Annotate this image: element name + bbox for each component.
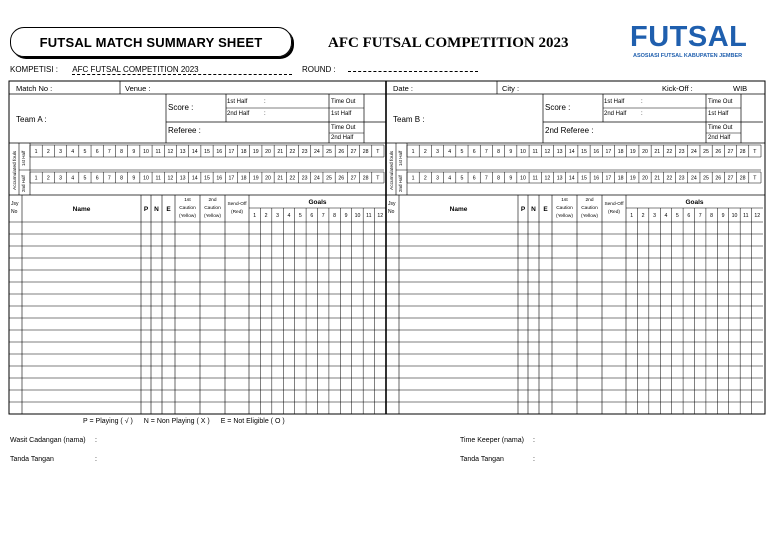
goal-number: 3 <box>276 213 279 219</box>
foul-number: 15 <box>204 175 210 182</box>
foul-number: 28 <box>362 149 369 156</box>
caution-header: 1st <box>184 198 191 203</box>
n-header: N <box>531 206 536 213</box>
signature-right-colon: : <box>533 456 535 463</box>
foul-number: 13 <box>179 149 186 156</box>
foul-number: 11 <box>155 175 161 182</box>
foul-number: 10 <box>520 175 526 182</box>
foul-number: 17 <box>605 175 612 182</box>
date-label: Date : <box>393 84 414 93</box>
team-a-label: Team A : <box>16 115 47 124</box>
form-text: : <box>641 111 643 117</box>
foul-number: 9 <box>509 175 513 182</box>
foul-number: 16 <box>216 149 223 156</box>
team-b-timeout-second-half: 2nd Half <box>708 135 731 141</box>
foul-number: 21 <box>277 149 284 156</box>
team-a-second-half: 2nd Half <box>227 111 250 117</box>
foul-number: 4 <box>71 149 75 156</box>
foul-number: 17 <box>228 149 235 156</box>
goals-header: Goals <box>308 199 327 206</box>
foul-number: 26 <box>715 149 722 156</box>
fouls-first-half-label: 1st Half <box>398 150 403 166</box>
team-b-timeout-first-half: 1st Half <box>708 111 729 117</box>
goal-number: 5 <box>298 213 302 219</box>
caution-header: 1st <box>561 198 568 203</box>
foul-number: 26 <box>338 149 345 156</box>
team-b-referee-label: 2nd Referee : <box>545 126 594 135</box>
foul-number: T <box>376 149 380 156</box>
foul-number: 8 <box>120 175 123 182</box>
foul-number: 19 <box>252 149 259 156</box>
goals-header: Goals <box>685 199 704 206</box>
foul-number: 24 <box>313 175 320 182</box>
goal-number: 7 <box>321 213 325 219</box>
foul-number: 28 <box>739 175 746 182</box>
city-label: City : <box>502 84 520 93</box>
foul-number: 6 <box>472 149 476 156</box>
form-text: : <box>264 99 266 105</box>
team-a-timeout-first-half: 1st Half <box>331 111 352 117</box>
goal-number: 4 <box>664 213 668 219</box>
goal-number: 1 <box>630 213 634 219</box>
goal-number: 4 <box>287 213 291 219</box>
fouls-first-half-label: 1st Half <box>21 150 26 166</box>
foul-number: 12 <box>544 149 551 156</box>
foul-number: 4 <box>71 175 75 182</box>
form-text: : <box>264 111 266 117</box>
foul-number: 10 <box>143 149 149 156</box>
foul-number: 27 <box>350 149 357 156</box>
team-a-referee-label: Referee : <box>168 126 201 135</box>
foul-number: 20 <box>265 149 271 156</box>
goal-number: 12 <box>377 213 384 219</box>
foul-number: T <box>753 175 757 182</box>
foul-number: 14 <box>191 175 198 182</box>
foul-number: 25 <box>326 175 332 182</box>
foul-number: 10 <box>520 149 526 156</box>
foul-number: 14 <box>568 149 575 156</box>
foul-number: 7 <box>484 149 488 156</box>
accumulated-fouls-label: Accumulated fouls <box>13 150 18 190</box>
n-header: N <box>154 206 159 213</box>
foul-number: 13 <box>556 149 563 156</box>
caution-header: Caution <box>556 206 573 211</box>
team-b-timeout-label: Time Out <box>708 99 733 105</box>
goal-number: 3 <box>653 213 656 219</box>
jersey-header: Jsy <box>11 201 19 207</box>
signature-left-colon: : <box>95 456 97 463</box>
team-a-timeout-label-2: Time Out <box>331 125 356 131</box>
timekeeper-colon: : <box>533 437 535 444</box>
goal-number: 10 <box>354 213 361 219</box>
foul-number: 8 <box>497 149 500 156</box>
foul-number: 15 <box>581 149 587 156</box>
foul-number: 4 <box>448 149 452 156</box>
foul-number: 25 <box>703 149 709 156</box>
foul-number: 6 <box>472 175 476 182</box>
goal-number: 11 <box>743 213 749 219</box>
foul-number: 1 <box>34 149 38 156</box>
goal-number: 8 <box>333 213 337 219</box>
caution-header: Caution <box>581 206 598 211</box>
team-b-score-label: Score : <box>545 103 571 112</box>
legend-not-eligible: E = Not Eligible ( O ) <box>220 418 285 425</box>
wasit-cadangan-label: Wasit Cadangan (nama) <box>10 437 86 444</box>
form-frame <box>9 81 765 414</box>
goal-number: 10 <box>731 213 738 219</box>
foul-number: 16 <box>216 175 223 182</box>
foul-number: 16 <box>593 175 600 182</box>
foul-number: 24 <box>690 149 697 156</box>
foul-number: T <box>376 175 380 182</box>
foul-number: 12 <box>167 149 174 156</box>
caution-header: (Yellow) <box>179 214 196 219</box>
send-off-header: Send-Off <box>227 202 247 207</box>
logo-subtitle: ASOSIASI FUTSAL KABUPATEN JEMBER <box>633 53 743 59</box>
wasit-colon: : <box>95 437 97 444</box>
e-header: E <box>543 206 548 213</box>
foul-number: 3 <box>436 149 439 156</box>
foul-number: 20 <box>642 149 648 156</box>
goal-number: 1 <box>253 213 257 219</box>
foul-number: 18 <box>617 175 624 182</box>
foul-number: 14 <box>568 175 575 182</box>
foul-number: 17 <box>605 149 612 156</box>
name-header: Name <box>449 206 468 213</box>
foul-number: 28 <box>362 175 369 182</box>
foul-number: 14 <box>191 149 198 156</box>
foul-number: 27 <box>350 175 357 182</box>
caution-header: Caution <box>204 206 221 211</box>
foul-number: 23 <box>678 149 685 156</box>
foul-number: 1 <box>411 149 415 156</box>
p-header: P <box>520 206 526 213</box>
goal-number: 12 <box>754 213 761 219</box>
foul-number: 2 <box>423 175 427 182</box>
foul-number: 10 <box>143 175 149 182</box>
foul-number: T <box>753 149 757 156</box>
foul-number: 4 <box>448 175 452 182</box>
foul-number: 26 <box>338 175 345 182</box>
legend-playing: P = Playing ( √ ) <box>83 418 133 425</box>
foul-number: 13 <box>556 175 563 182</box>
kickoff-label: Kick-Off : <box>662 84 693 93</box>
foul-number: 22 <box>666 175 673 182</box>
caution-header: (Yellow) <box>581 214 598 219</box>
foul-number: 5 <box>83 149 87 156</box>
send-off-header: (Red) <box>231 210 243 215</box>
round-label: ROUND : <box>302 65 336 74</box>
foul-number: 27 <box>727 149 734 156</box>
foul-number: 28 <box>739 149 746 156</box>
foul-number: 21 <box>654 149 661 156</box>
foul-number: 20 <box>642 175 648 182</box>
goal-number: 8 <box>710 213 714 219</box>
foul-number: 3 <box>59 149 62 156</box>
foul-number: 24 <box>690 175 697 182</box>
foul-number: 9 <box>509 149 513 156</box>
legend-non-playing: N = Non Playing ( X ) <box>143 418 210 425</box>
foul-number: 5 <box>460 149 464 156</box>
foul-number: 21 <box>277 175 284 182</box>
team-b-timeout-label-2: Time Out <box>708 125 733 131</box>
foul-number: 11 <box>532 175 538 182</box>
kompetisi-value: AFC FUTSAL COMPETITION 2023 <box>72 65 199 74</box>
signature-right-label: Tanda Tangan <box>460 456 504 463</box>
foul-number: 22 <box>289 149 296 156</box>
foul-number: 23 <box>301 149 308 156</box>
goal-number: 9 <box>344 213 348 219</box>
timekeeper-label: Time Keeper (nama) <box>460 437 524 444</box>
foul-number: 5 <box>83 175 87 182</box>
status-legend <box>83 418 294 425</box>
goal-number: 6 <box>687 213 691 219</box>
caution-header: (Yellow) <box>556 214 573 219</box>
foul-number: 23 <box>678 175 685 182</box>
accumulated-fouls-label: Accumulated fouls <box>390 150 395 190</box>
sheet-title: FUTSAL MATCH SUMMARY SHEET <box>10 27 292 57</box>
team-a-timeout-label: Time Out <box>331 99 356 105</box>
jersey-header-no: No <box>11 209 18 215</box>
foul-number: 11 <box>532 149 538 156</box>
fouls-second-half-label: 2nd Half <box>398 175 403 192</box>
foul-number: 6 <box>95 175 99 182</box>
foul-number: 20 <box>265 175 271 182</box>
foul-number: 23 <box>301 175 308 182</box>
team-b-label: Team B : <box>393 115 425 124</box>
foul-number: 5 <box>460 175 464 182</box>
foul-number: 7 <box>484 175 488 182</box>
signature-left-label: Tanda Tangan <box>10 456 54 463</box>
e-header: E <box>166 206 171 213</box>
send-off-header: (Red) <box>608 210 620 215</box>
goal-number: 11 <box>366 213 372 219</box>
foul-number: 13 <box>179 175 186 182</box>
team-b-second-half: 2nd Half <box>604 111 627 117</box>
foul-number: 27 <box>727 175 734 182</box>
team-a-score-label: Score : <box>168 103 194 112</box>
foul-number: 19 <box>252 175 259 182</box>
foul-number: 9 <box>132 175 136 182</box>
foul-number: 7 <box>107 175 111 182</box>
caution-header: 2nd <box>208 198 217 203</box>
team-a-first-half: 1st Half <box>227 99 248 105</box>
foul-number: 15 <box>204 149 210 156</box>
foul-number: 18 <box>240 175 247 182</box>
foul-number: 3 <box>436 175 439 182</box>
foul-number: 2 <box>423 149 427 156</box>
fouls-second-half-label: 2nd Half <box>21 175 26 192</box>
match-no-label: Match No : <box>16 84 53 93</box>
timezone-label: WIB <box>733 84 748 93</box>
team-a-timeout-second-half: 2nd Half <box>331 135 354 141</box>
foul-number: 1 <box>411 175 415 182</box>
foul-number: 25 <box>703 175 709 182</box>
foul-number: 15 <box>581 175 587 182</box>
foul-number: 21 <box>654 175 661 182</box>
foul-number: 7 <box>107 149 111 156</box>
goal-number: 7 <box>698 213 702 219</box>
goal-number: 2 <box>641 213 645 219</box>
foul-number: 1 <box>34 175 38 182</box>
foul-number: 16 <box>593 149 600 156</box>
foul-number: 17 <box>228 175 235 182</box>
foul-number: 24 <box>313 149 320 156</box>
send-off-header: Send-Off <box>604 202 624 207</box>
foul-number: 8 <box>497 175 500 182</box>
foul-number: 25 <box>326 149 332 156</box>
foul-number: 12 <box>167 175 174 182</box>
kompetisi-label: KOMPETISI : <box>10 65 59 74</box>
logo-word: FUTSAL <box>630 21 748 53</box>
jersey-header: Jsy <box>388 201 396 207</box>
goal-number: 9 <box>721 213 725 219</box>
foul-number: 19 <box>629 175 636 182</box>
foul-number: 11 <box>155 149 161 156</box>
foul-number: 6 <box>95 149 99 156</box>
goal-number: 5 <box>675 213 679 219</box>
foul-number: 18 <box>617 149 624 156</box>
foul-number: 18 <box>240 149 247 156</box>
caution-header: (Yellow) <box>204 214 221 219</box>
foul-number: 2 <box>46 149 50 156</box>
foul-number: 12 <box>544 175 551 182</box>
foul-number: 22 <box>289 175 296 182</box>
foul-number: 3 <box>59 175 62 182</box>
foul-number: 2 <box>46 175 50 182</box>
goal-number: 6 <box>310 213 314 219</box>
caution-header: Caution <box>179 206 196 211</box>
foul-number: 9 <box>132 149 136 156</box>
p-header: P <box>143 206 149 213</box>
foul-number: 26 <box>715 175 722 182</box>
jersey-header-no: No <box>388 209 395 215</box>
goal-number: 2 <box>264 213 268 219</box>
foul-number: 22 <box>666 149 673 156</box>
foul-number: 19 <box>629 149 636 156</box>
venue-label: Venue : <box>125 84 151 93</box>
form-text: : <box>641 99 643 105</box>
competition-title: AFC FUTSAL COMPETITION 2023 <box>328 35 569 51</box>
caution-header: 2nd <box>585 198 594 203</box>
name-header: Name <box>72 206 91 213</box>
foul-number: 8 <box>120 149 123 156</box>
team-b-first-half: 1st Half <box>604 99 625 105</box>
